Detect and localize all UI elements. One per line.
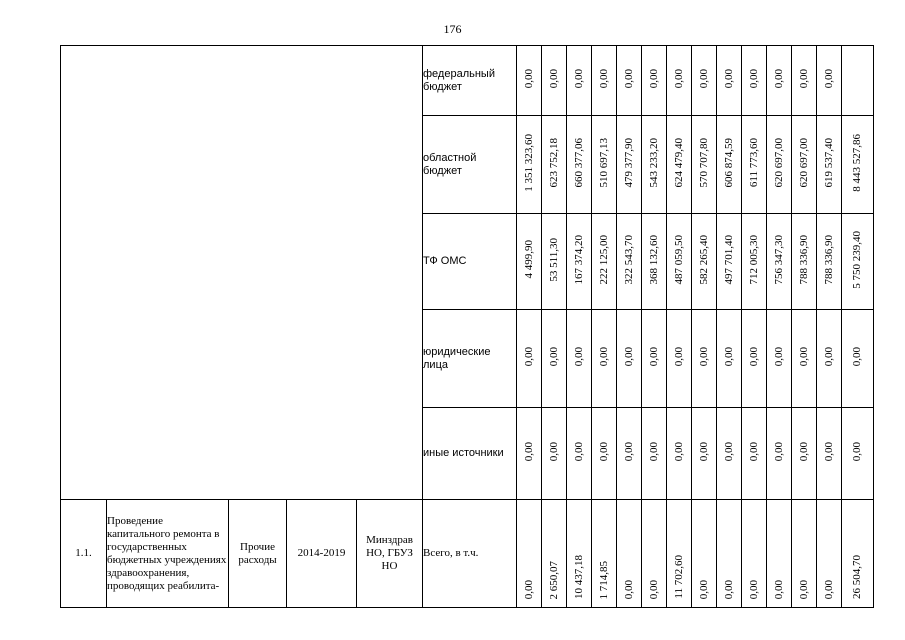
value-text: 570 707,80: [697, 137, 710, 188]
value-cell: [742, 116, 767, 214]
value-text: 660 377,06: [572, 137, 585, 188]
value-text: 756 347,30: [772, 234, 785, 285]
value-text: 0,00: [647, 346, 660, 367]
value-text: 0,00: [747, 441, 760, 462]
value-text: 10 437,18: [572, 555, 585, 599]
value-cell: [817, 46, 842, 116]
value-text: 0,00: [672, 346, 685, 367]
row-label: юридические лица: [423, 310, 517, 408]
value-cell: [592, 310, 617, 408]
value-cell: [667, 214, 692, 310]
value-cell: [667, 46, 692, 116]
item-row: [61, 500, 874, 608]
value-cell: [692, 500, 717, 608]
value-cell: [667, 116, 692, 214]
value-text: 2 650,07: [547, 560, 560, 599]
value-text: 0,00: [522, 346, 535, 367]
value-cell: [567, 310, 592, 408]
value-cell: [692, 46, 717, 116]
value-cell: [792, 46, 817, 116]
page-number: 176: [443, 22, 462, 36]
value-cell: [642, 116, 667, 214]
value-text: 712 005,30: [747, 234, 760, 285]
value-text: 0,00: [672, 441, 685, 462]
value-text: 0,00: [747, 579, 760, 599]
value-cell: [667, 408, 692, 500]
value-cell: [717, 214, 742, 310]
value-text: 497 701,40: [722, 234, 735, 285]
value-text: 0,00: [772, 346, 785, 367]
value-cell: [692, 310, 717, 408]
value-cell: [717, 310, 742, 408]
value-cell: [767, 116, 792, 214]
value-text: 26 504,70: [851, 555, 863, 599]
value-cell: [617, 46, 642, 116]
value-text: 788 336,90: [797, 234, 810, 285]
value-cell: [842, 408, 874, 500]
item-category: Прочие расходы: [229, 500, 287, 608]
value-text: 4 499,90: [522, 240, 535, 279]
value-cell: [567, 214, 592, 310]
value-text: 0,00: [622, 579, 635, 599]
value-cell: [792, 500, 817, 608]
value-text: 0,00: [597, 68, 610, 89]
value-cell: [817, 310, 842, 408]
value-text: 0,00: [522, 579, 535, 599]
table-row: [61, 46, 874, 116]
value-text: 0,00: [622, 441, 635, 462]
value-text: 11 702,60: [672, 555, 685, 599]
value-cell: [567, 46, 592, 116]
value-cell: [717, 46, 742, 116]
value-cell: [567, 500, 592, 608]
value-cell: [642, 310, 667, 408]
value-cell: [642, 46, 667, 116]
value-text: 0,00: [722, 579, 735, 599]
value-cell: [767, 408, 792, 500]
value-cell: [642, 408, 667, 500]
value-text: 0,00: [772, 441, 785, 462]
value-cell: [792, 408, 817, 500]
value-text: 0,00: [797, 441, 810, 462]
value-cell: [792, 310, 817, 408]
value-text: 0,00: [522, 68, 535, 89]
value-cell: [767, 310, 792, 408]
value-cell: [842, 116, 874, 214]
value-text: 0,00: [722, 346, 735, 367]
value-cell: [542, 310, 567, 408]
row-label: ТФ ОМС: [423, 214, 517, 310]
value-cell: [692, 116, 717, 214]
value-cell: [842, 214, 874, 310]
value-text: 0,00: [797, 579, 810, 599]
value-cell: [742, 500, 767, 608]
value-text: 0,00: [747, 346, 760, 367]
value-text: 5 750 239,40: [851, 230, 863, 289]
value-text: 1 351 323,60: [522, 133, 535, 192]
value-text: 0,00: [647, 579, 660, 599]
row-label: федеральный бюджет: [423, 46, 517, 116]
value-text: 0,00: [547, 441, 560, 462]
value-cell: [592, 46, 617, 116]
value-text: 487 059,50: [672, 234, 685, 285]
value-text: 0,00: [822, 579, 835, 599]
item-number: 1.1.: [61, 500, 107, 608]
value-cell: [817, 408, 842, 500]
value-text: 0,00: [647, 68, 660, 89]
value-text: 0,00: [722, 441, 735, 462]
value-cell: [617, 116, 642, 214]
row-label: областной бюджет: [423, 116, 517, 214]
value-cell: [517, 408, 542, 500]
value-cell: [592, 500, 617, 608]
value-text: 0,00: [822, 346, 835, 367]
value-text: 620 697,00: [772, 137, 785, 188]
value-cell: [817, 116, 842, 214]
value-text: 0,00: [597, 346, 610, 367]
value-cell: [692, 408, 717, 500]
value-cell: [767, 500, 792, 608]
value-text: 0,00: [547, 68, 560, 89]
value-cell: [767, 46, 792, 116]
value-text: 606 874,59: [722, 137, 735, 188]
value-cell: [592, 408, 617, 500]
value-text: 623 752,18: [547, 137, 560, 188]
value-text: 53 511,30: [547, 237, 560, 282]
value-text: 0,00: [672, 68, 685, 89]
value-cell: [542, 408, 567, 500]
value-cell: [742, 214, 767, 310]
value-cell: [792, 214, 817, 310]
value-cell: [517, 310, 542, 408]
value-text: 0,00: [697, 441, 710, 462]
value-cell: [842, 46, 874, 116]
value-text: 619 537,40: [822, 137, 835, 188]
value-text: 0,00: [572, 441, 585, 462]
value-text: 1 714,85: [597, 560, 610, 599]
value-text: 0,00: [697, 579, 710, 599]
value-text: 8 443 527,86: [851, 133, 863, 192]
value-cell: [617, 310, 642, 408]
value-text: 510 697,13: [597, 137, 610, 188]
value-cell: [592, 214, 617, 310]
value-cell: [667, 310, 692, 408]
value-cell: [792, 116, 817, 214]
value-cell: [742, 46, 767, 116]
item-period: 2014-2019: [287, 500, 357, 608]
value-cell: [817, 500, 842, 608]
value-cell: [517, 500, 542, 608]
value-text: 788 336,90: [822, 234, 835, 285]
value-cell: [542, 116, 567, 214]
value-text: 0,00: [697, 68, 710, 89]
value-text: 0,00: [772, 579, 785, 599]
value-text: 0,00: [647, 441, 660, 462]
value-text: 0,00: [747, 68, 760, 89]
value-cell: [717, 408, 742, 500]
item-executor: Минздрав НО, ГБУЗ НО: [357, 500, 423, 608]
item-label: Всего, в т.ч.: [423, 500, 517, 608]
value-text: 0,00: [772, 68, 785, 89]
value-cell: [617, 408, 642, 500]
row-label: иные источники: [423, 408, 517, 500]
value-text: 0,00: [572, 68, 585, 89]
value-cell: [642, 214, 667, 310]
value-cell: [592, 116, 617, 214]
value-cell: [617, 500, 642, 608]
value-cell: [842, 500, 874, 608]
value-cell: [542, 46, 567, 116]
value-cell: [742, 310, 767, 408]
value-cell: [817, 214, 842, 310]
value-text: 0,00: [547, 346, 560, 367]
value-cell: [617, 214, 642, 310]
value-text: 222 125,00: [597, 234, 610, 285]
value-text: 167 374,20: [572, 234, 585, 285]
empty-merged-cell: [61, 46, 423, 500]
value-text: 624 479,40: [672, 137, 685, 188]
value-cell: [517, 46, 542, 116]
value-text: 0,00: [522, 441, 535, 462]
value-text: 620 697,00: [797, 137, 810, 188]
value-text: 0,00: [697, 346, 710, 367]
value-text: 543 233,20: [647, 137, 660, 188]
value-cell: [567, 408, 592, 500]
value-cell: [517, 116, 542, 214]
value-cell: [542, 500, 567, 608]
item-description: Проведение капитального ремонта в государственных бюджетных учреждениях здравоохранения, проводящих реабилита-: [107, 500, 229, 608]
value-cell: [567, 116, 592, 214]
value-text: 0,00: [851, 346, 863, 367]
budget-table: [60, 45, 874, 608]
value-text: 0,00: [622, 68, 635, 89]
value-text: 582 265,40: [697, 234, 710, 285]
value-cell: [667, 500, 692, 608]
value-cell: [642, 500, 667, 608]
value-text: 0,00: [622, 346, 635, 367]
value-text: 0,00: [797, 346, 810, 367]
value-cell: [742, 408, 767, 500]
value-text: 322 543,70: [622, 234, 635, 285]
value-cell: [767, 214, 792, 310]
value-cell: [717, 500, 742, 608]
value-text: 368 132,60: [647, 234, 660, 285]
value-cell: [542, 214, 567, 310]
value-text: 0,00: [597, 441, 610, 462]
value-text: 479 377,90: [622, 137, 635, 188]
value-text: 0,00: [722, 68, 735, 89]
value-text: 611 773,60: [747, 137, 760, 188]
value-text: 0,00: [572, 346, 585, 367]
value-text: 0,00: [851, 441, 863, 462]
value-cell: [517, 214, 542, 310]
value-cell: [717, 116, 742, 214]
value-text: 0,00: [822, 441, 835, 462]
value-text: 0,00: [822, 68, 835, 89]
value-cell: [842, 310, 874, 408]
value-text: 0,00: [797, 68, 810, 89]
value-cell: [692, 214, 717, 310]
